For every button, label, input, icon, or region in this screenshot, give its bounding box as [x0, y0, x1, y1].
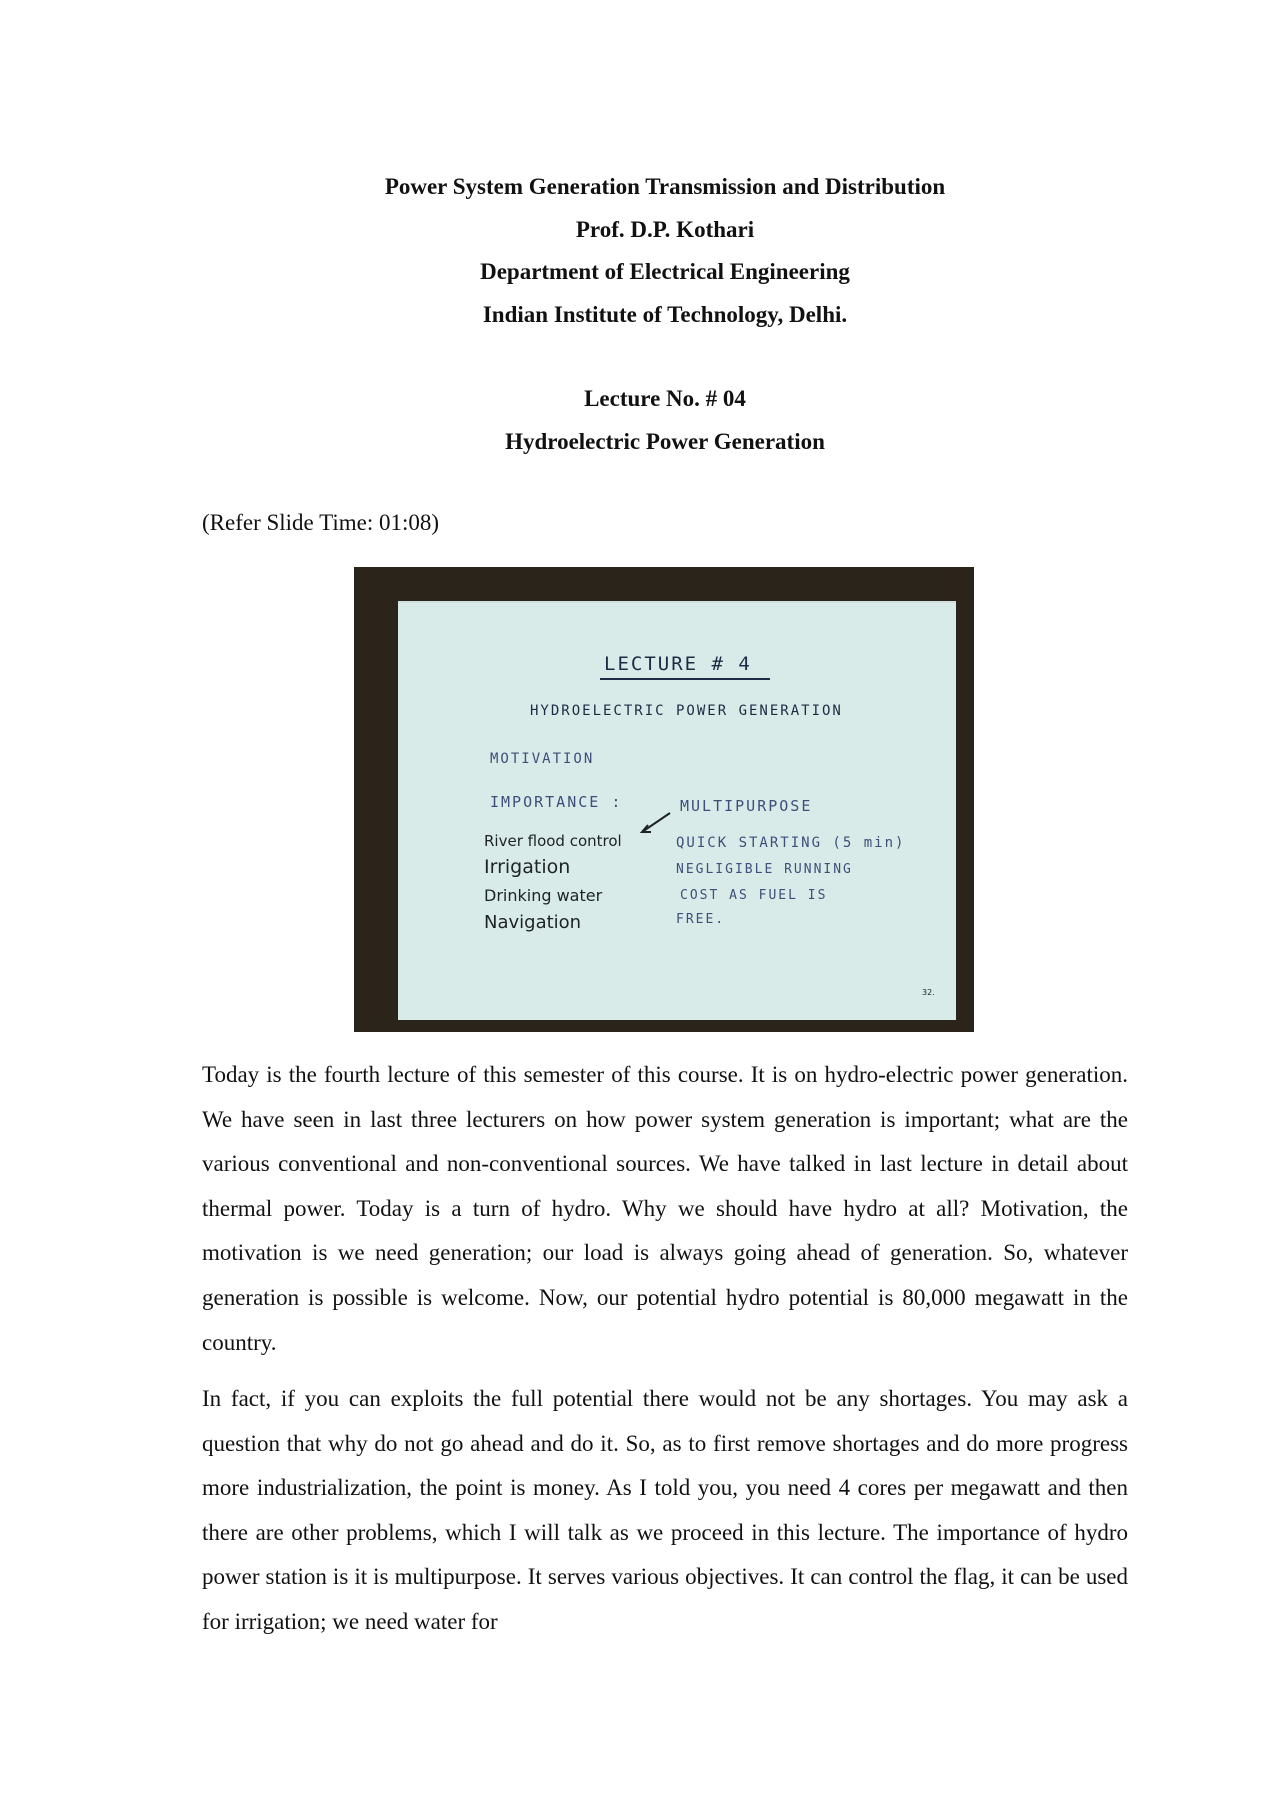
lecture-number: Lecture No. # 04	[584, 386, 746, 411]
slide-left-item-3: Drinking water	[484, 886, 603, 905]
slide-heading: LECTURE # 4	[604, 653, 752, 675]
slide-right-item-3: COST AS FUEL IS	[680, 888, 828, 903]
refer-slide-time: (Refer Slide Time: 01:08)	[202, 510, 440, 535]
slide-right-item-1: QUICK STARTING (5 min)	[676, 835, 906, 851]
slide-page-mark: 32.	[922, 988, 935, 997]
lecture-title: Hydroelectric Power Generation	[505, 428, 825, 454]
slide-arrow	[642, 813, 670, 832]
professor-name: Prof. D.P. Kothari	[575, 216, 755, 242]
course-title: Power System Generation Transmission and Distribution	[384, 174, 946, 199]
slide-importance: IMPORTANCE :	[490, 793, 623, 811]
header-spacer	[0, 336, 1280, 378]
paragraph-1: Today is the fourth lecture of this semester of this course. It is on hydro-electric power generation. We have seen in last three lecturers on how power system generation is important; what are the various conventional and non-conventional sources. We have talked in last lecture in detail about thermal power. Today is a turn of hydro. Why we should have hydro at all? Motivation, the motivation is we need generation; our load is always going ahead of generation. So, whatever generation is possible is welcome. Now, our potential hydro potential is 80,000 megawatt in the country.	[202, 1062, 1128, 1355]
lecture-header	[0, 166, 1280, 463]
slide-motivation: MOTIVATION	[490, 751, 595, 767]
slide-subheading: HYDROELECTRIC POWER GENERATION	[530, 703, 843, 719]
slide-left-item-2: Irrigation	[484, 856, 571, 878]
slide-right-item-4: FREE.	[676, 912, 726, 927]
slide-drawing	[354, 567, 974, 1032]
slide-left-item-1: River flood control	[484, 832, 622, 850]
paragraph-2: In fact, if you can exploits the full potential there would not be any shortages. You may ask a question that why do not go ahead and do it. So, as to first remove shortages and do more progress more industrialization, the point is money. As I told you, you need 4 cores per megawatt and then there are other problems, which I will talk as we proceed in this lecture. The importance of hydro power station is it is multipurpose. It serves various objectives. It can control the flag, it can be used for irrigation; we need water for	[202, 1386, 1128, 1634]
slide-image	[354, 567, 974, 1032]
institute-name: Indian Institute of Technology, Delhi.	[482, 301, 848, 327]
slide-left-item-4: Navigation	[484, 912, 582, 933]
slide-multipurpose: MULTIPURPOSE	[680, 797, 813, 815]
department-name: Department of Electrical Engineering	[480, 259, 850, 284]
slide-right-item-2: NEGLIGIBLE RUNNING	[676, 862, 853, 877]
